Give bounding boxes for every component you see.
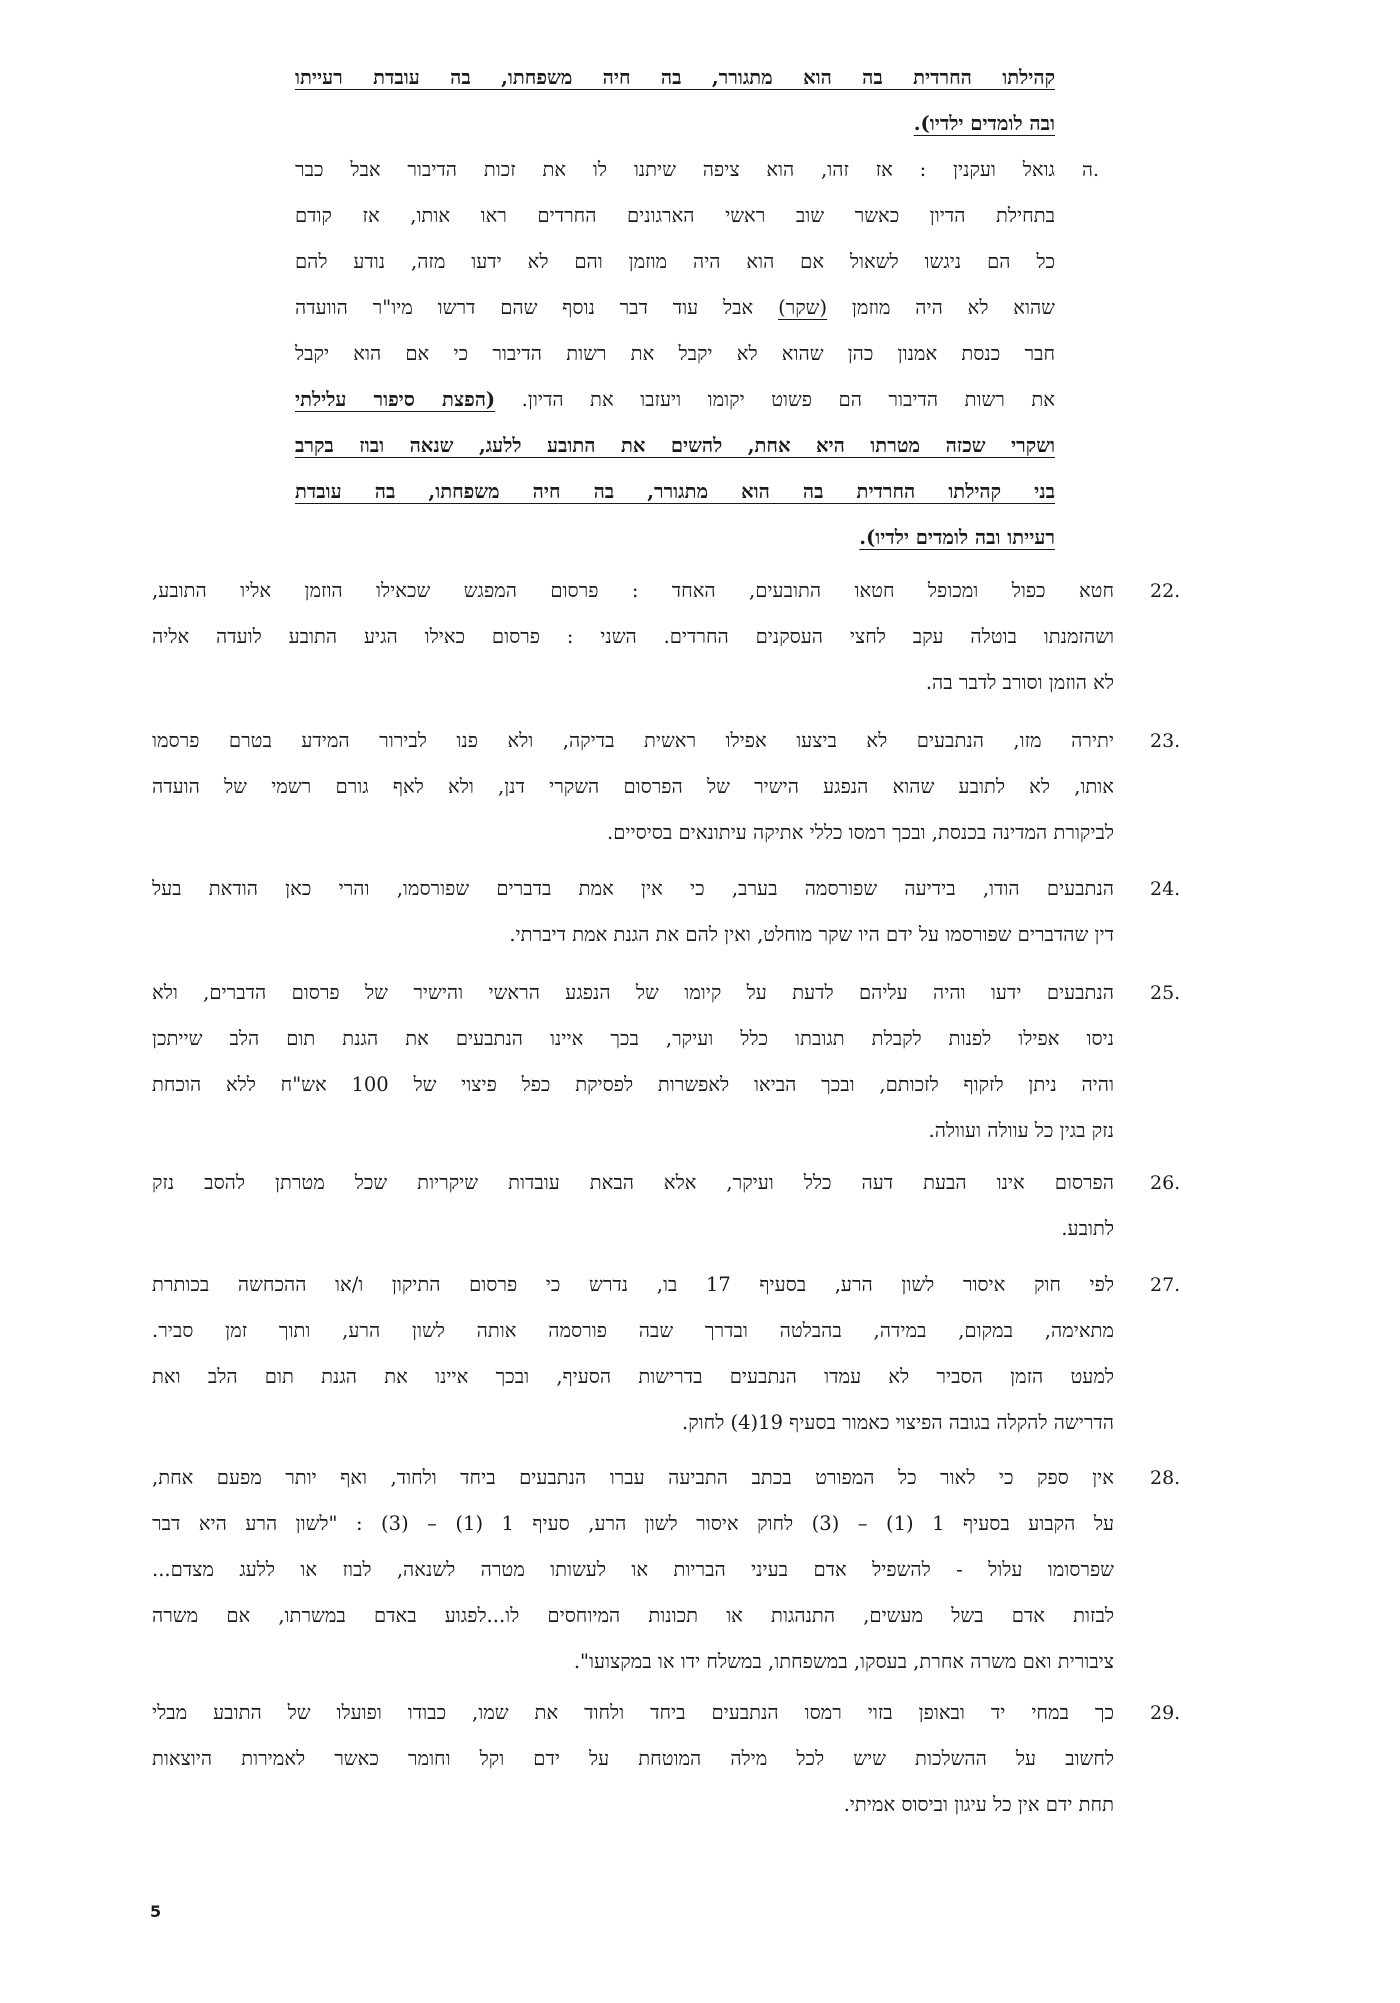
- paragraph-number: 22.: [1150, 580, 1181, 602]
- paragraph-line: לחשוב על ההשלכות שיש לכל מילה המוטחת על ידם וקל וחומר כאשר לאמירות היוצאות: [152, 1747, 1114, 1770]
- paragraph-line: לא הוזמן וסורב לדבר בה.: [925, 671, 1114, 694]
- paragraph-22: [152, 568, 1114, 706]
- paragraph-line: יתירה מזו, הנתבעים לא ביצעו אפילו ראשית בדיקה, ולא פנו לבירור המידע בטרם פרסמו: [152, 729, 1114, 752]
- paragraph-line: לפי חוק איסור לשון הרע, בסעיף 17 בו, נדרש כי פרסום התיקון ו/או ההכחשה בכותרת: [152, 1273, 1114, 1296]
- paragraph-line: והיה ניתן לזקוף לזכותם, ובכך הביאו לאפשרות לפסיקת כפל פיצוי של 100 אש"ח ללא הוכחת: [152, 1073, 1114, 1096]
- paragraph-28: [152, 1455, 1114, 1685]
- paragraph-line: ציבורית ואם משרה אחרת, בעסקו, במשפחתו, במשלח ידו או במקצועו".: [573, 1650, 1114, 1673]
- item-h-line-5: חבר כנסת אמנון כהן שהוא לא יקבל את רשות הדיבור כי אם הוא יקבל: [295, 342, 1055, 365]
- item-h-line-3: כל הם ניגשו לשאול אם הוא היה מוזמן והם לא ידעו מזה, נודע להם: [295, 250, 1055, 273]
- paragraph-line: למעט הזמן הסביר לא עמדו הנתבעים בדרישות הסעיף, ובכך איינו את הגנת תום הלב ואת: [152, 1365, 1114, 1388]
- paragraph-25: [152, 970, 1114, 1154]
- continuation-block: [295, 55, 1055, 147]
- paragraph-line: שפרסומו עלול - להשפיל אדם בעיני הבריות או לעשותו מטרה לשנאה, לבוז או ללעג מצדם...: [152, 1558, 1114, 1581]
- paragraph-number: 25.: [1150, 982, 1181, 1004]
- paragraph-line: חטא כפול ומכופל חטאו התובעים, האחד : פרסום המפגש שכאילו הוזמן אליו התובע,: [152, 579, 1114, 602]
- paragraph-line: הנתבעים ידעו והיה עליהם לדעת על קיומו של הנפגע הראשי והישיר של פרסום הדברים, ולא: [152, 981, 1114, 1004]
- paragraph-line: ושהזמנתו בוטלה עקב לחצי העסקנים החרדים. השני : פרסום כאילו הגיע התובע לועדה אליה: [152, 625, 1114, 648]
- item-h-line-8: בני קהילתו החרדית בה הוא מתגורר, בה חיה משפחתו, בה עובדת: [295, 480, 1055, 503]
- item-h-paragraph: [295, 147, 1055, 561]
- item-h-line-6: [295, 377, 1055, 423]
- paragraph-line: מתאימה, במקום, במידה, בהבלטה ובדרך שבה פורסמה אותה לשון הרע, ותוך זמן סביר.: [152, 1319, 1114, 1342]
- continuation-line-1: קהילתו החרדית בה הוא מתגורר, בה חיה משפחתו, בה עובדת רעייתו: [295, 66, 1055, 89]
- paragraph-line: לביקורת המדינה בכנסת, ובכך רמסו כללי אתיקה עיתונאים בסיסיים.: [607, 821, 1114, 844]
- paragraph-line: על הקבוע בסעיף 1 (1) – (3) לחוק איסור לשון הרע, סעיף 1 (1) – (3) : "לשון הרע היא דבר: [152, 1512, 1114, 1535]
- paragraph-line: הנתבעים הודו, בידיעה שפורסמה בערב, כי אין אמת בדברים שפורסמו, והרי כאן הודאת בעל: [152, 877, 1114, 900]
- paragraph-line: דין שהדברים שפורסמו על ידם היו שקר מוחלט, ואין להם את הגנת אמת דיברתי.: [509, 923, 1114, 946]
- paragraph-27: [152, 1262, 1114, 1446]
- paragraph-number: 27.: [1150, 1274, 1181, 1296]
- paragraph-line: נזק בגין כל עוולה ועוולה.: [928, 1119, 1114, 1142]
- paragraph-number: 28.: [1150, 1467, 1181, 1489]
- item-h-line-9: רעייתו ובה לומדים ילדיו).: [859, 526, 1055, 549]
- page-number: 5: [150, 1902, 162, 1921]
- paragraph-number: 23.: [1150, 730, 1181, 752]
- paragraph-line: הפרסום אינו הבעת דעה כלל ועיקר, אלא הבאת עובדות שיקריות שכל מטרתן להסב נזק: [152, 1171, 1114, 1194]
- paragraph-line: לבזות אדם בשל מעשים, התנהגות או תכונות המיוחסים לו...לפגוע באדם במשרתו, אם משרה: [152, 1604, 1114, 1627]
- paragraph-line: אותו, לא לתובע שהוא הנפגע הישיר של הפרסום השקרי דנן, ולא לאף גורם רשמי של הועדה: [152, 775, 1114, 798]
- item-h-line-7: ושקרי שכזה מטרתו היא אחת, להשים את התובע ללעג, שנאה ובוז בקרב: [295, 434, 1055, 457]
- paragraph-line: כך במחי יד ובאופן בזוי רמסו הנתבעים ביחד ולחוד את שמו, כבודו ופועלו של התובע מבלי: [152, 1701, 1114, 1724]
- paragraph-number: 24.: [1150, 878, 1181, 900]
- continuation-line-2: ובה לומדים ילדיו).: [913, 112, 1055, 135]
- item-h-line-4-a: שהוא לא היה מוזמן: [827, 296, 1055, 319]
- item-h-line-2: בתחילת הדיון כאשר שוב ראשי הארגונים החרדים ראו אותו, אז קודם: [295, 204, 1055, 227]
- paragraph-number: 29.: [1150, 1702, 1181, 1724]
- item-h-line-1: גואל ועקנין : אז זהו, הוא ציפה שיתנו לו את זכות הדיבור אבל כבר: [295, 158, 1055, 181]
- paragraph-24: [152, 866, 1114, 958]
- paragraph-number: 26.: [1150, 1172, 1181, 1194]
- paragraph-line: ניסו אפילו לפנות לקבלת תגובתו כלל ועיקר, בכך איינו הנתבעים את הגנת תום הלב שייתכן: [152, 1027, 1114, 1050]
- paragraph-29: [152, 1690, 1114, 1828]
- paragraph-26: [152, 1160, 1114, 1252]
- item-marker: ה.: [1082, 159, 1099, 181]
- paragraph-line: לתובע.: [1061, 1217, 1114, 1240]
- item-h-line-6-a: את רשות הדיבור הם פשוט יקומו ויעזבו את הדיון.: [495, 388, 1055, 411]
- item-h-line-4-c: אבל עוד דבר נוסף שהם דרשו מיו"ר הוועדה: [295, 296, 779, 319]
- item-h-lie-mark: (שקר): [778, 296, 828, 319]
- paragraph-line: הדרישה להקלה בגובה הפיצוי כאמור בסעיף 19(4) לחוק.: [682, 1411, 1114, 1434]
- item-h-line-4: [295, 285, 1055, 331]
- paragraph-23: [152, 718, 1114, 856]
- paragraph-line: אין ספק כי לאור כל המפורט בכתב התביעה עברו הנתבעים ביחד ולחוד, ואף יותר מפעם אחת,: [152, 1466, 1114, 1489]
- paragraph-line: תחת ידם אין כל עיגון וביסוס אמיתי.: [843, 1793, 1114, 1816]
- item-h-line-6-b: (הפצת סיפור עלילתי: [295, 388, 496, 411]
